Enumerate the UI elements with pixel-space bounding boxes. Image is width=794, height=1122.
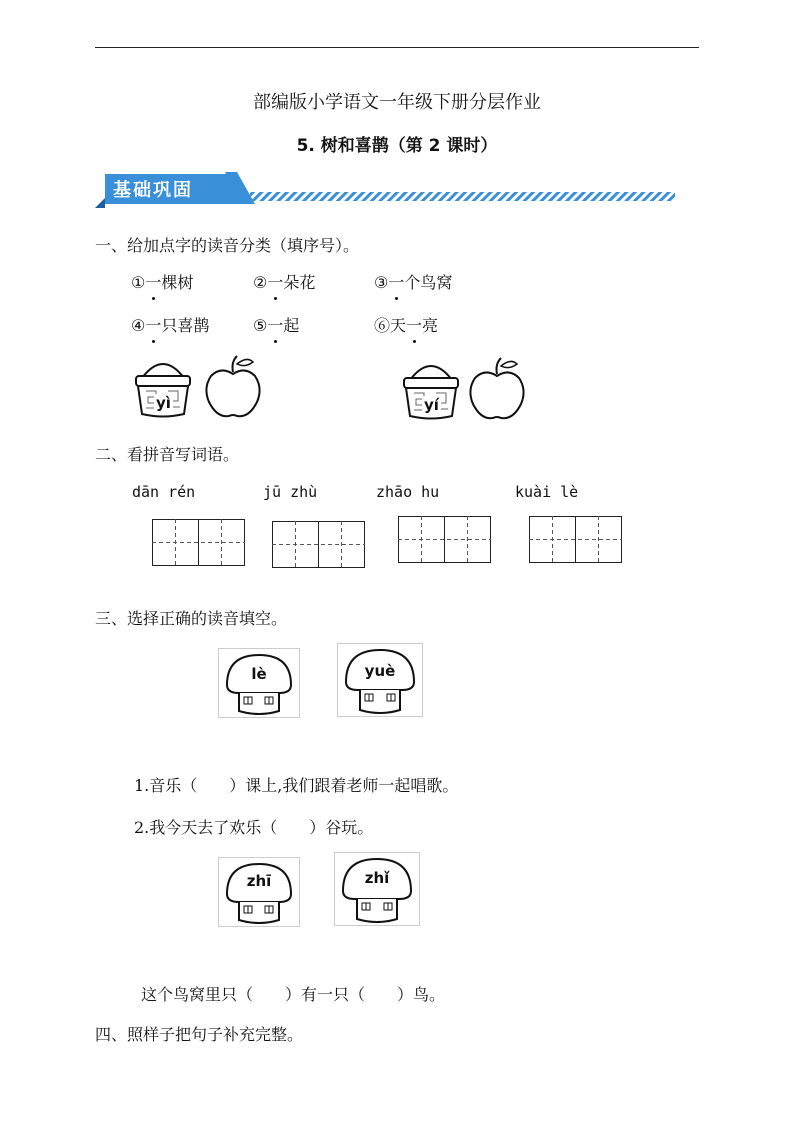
sentence-1: 1.音乐（ ）课上,我们跟着老师一起唱歌。 <box>134 776 459 795</box>
mushroom-icon <box>338 644 422 716</box>
basket-yi2 <box>400 358 462 422</box>
sentence-2: 2.我今天去了欢乐（ ）谷玩。 <box>134 818 374 837</box>
mushroom-icon <box>335 853 419 925</box>
mushroom-icon <box>219 649 299 717</box>
mushroom-icon <box>219 858 299 926</box>
question-3-prompt: 三、选择正确的读音填空。 <box>95 609 288 628</box>
lesson-title: 5. 树和喜鹊（第 2 课时） <box>296 136 498 156</box>
mushroom-pinyin: yuè <box>364 662 396 680</box>
mushroom-pinyin: zhī <box>246 872 272 890</box>
option-6: ⑥天一亮 <box>374 313 438 336</box>
document-title: 部编版小学语文一年级下册分层作业 <box>253 92 541 113</box>
banner-label: 基础巩固 <box>113 180 193 201</box>
word-2-pinyin: jū zhù <box>263 483 318 501</box>
mushroom-pinyin: zhǐ <box>364 869 390 887</box>
sentence-3: 这个鸟窝里只（ ）有一只（ ）鸟。 <box>141 985 446 1004</box>
mushroom-card-le <box>218 648 300 718</box>
apple-icon <box>203 354 263 420</box>
writing-grid-2[interactable] <box>272 521 366 569</box>
question-4-prompt: 四、照样子把句子补充完整。 <box>95 1025 304 1044</box>
option-4: ④一只喜鹊 <box>131 313 209 336</box>
basket-pinyin: yí <box>424 396 439 414</box>
header-rule <box>95 47 699 48</box>
word-3-pinyin: zhāo hu <box>376 483 440 501</box>
option-1: ①一棵树 <box>131 270 193 293</box>
writing-grid-1[interactable] <box>152 519 246 567</box>
word-1-pinyin: dān rén <box>132 483 196 501</box>
word-4-pinyin: kuài lè <box>515 483 579 501</box>
writing-grid-4[interactable] <box>529 516 623 564</box>
mushroom-card-zhi1 <box>218 857 300 927</box>
mushroom-pinyin: lè <box>251 665 267 683</box>
question-2-prompt: 二、看拼音写词语。 <box>95 445 240 464</box>
option-3: ③一个鸟窝 <box>374 270 452 293</box>
option-2: ②一朵花 <box>253 270 315 293</box>
basket-yi4 <box>132 356 194 420</box>
writing-grid-3[interactable] <box>398 516 492 564</box>
basket-pinyin: yì <box>156 394 171 412</box>
apple-icon <box>467 356 527 422</box>
question-1-prompt: 一、给加点字的读音分类（填序号）。 <box>95 236 360 255</box>
mushroom-card-yue <box>337 643 423 717</box>
mushroom-card-zhi3 <box>334 852 420 926</box>
option-5: ⑤一起 <box>253 313 299 336</box>
